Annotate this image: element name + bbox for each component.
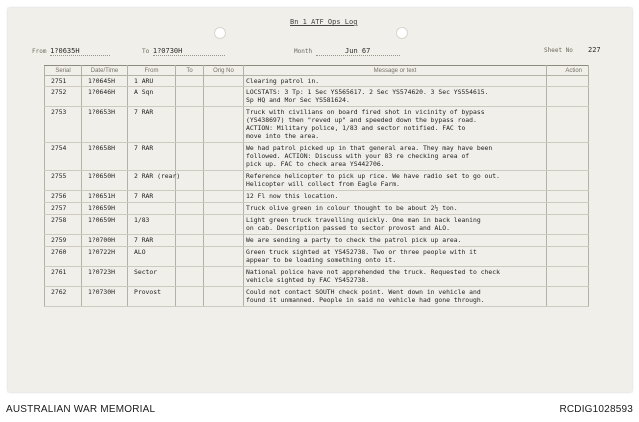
from-cell: 2 RAR (rear) bbox=[128, 171, 176, 191]
to-cell bbox=[176, 87, 204, 107]
orig-no-cell bbox=[204, 171, 244, 191]
message-cell: Clearing patrol in. bbox=[244, 76, 547, 87]
to-cell bbox=[176, 143, 204, 171]
orig-no-cell bbox=[204, 76, 244, 87]
action-cell bbox=[547, 287, 589, 307]
message-cell: 12 Fl now this location. bbox=[244, 191, 547, 203]
column-header-action: Action bbox=[547, 66, 589, 76]
orig-no-cell bbox=[204, 267, 244, 287]
datetime-cell: 1?0723H bbox=[82, 267, 128, 287]
message-cell: Green truck sighted at YS452738. Two or three people with it appear to be loading something onto it. bbox=[244, 247, 547, 267]
table-row bbox=[45, 247, 589, 267]
serial-cell: 2753 bbox=[45, 107, 82, 143]
column-header-datetime: Date/Time bbox=[82, 66, 128, 76]
action-cell bbox=[547, 215, 589, 235]
table-row bbox=[45, 107, 589, 143]
orig-no-cell bbox=[204, 107, 244, 143]
from-cell: 7 RAR bbox=[128, 143, 176, 171]
action-cell bbox=[547, 267, 589, 287]
log-table bbox=[44, 65, 589, 307]
action-cell bbox=[547, 235, 589, 247]
from-label: From bbox=[32, 48, 47, 55]
column-header-message: Message or text bbox=[244, 66, 547, 76]
message-cell: National police have not apprehended the truck. Requested to check vehicle sighted by FAC YS452738. bbox=[244, 267, 547, 287]
action-cell bbox=[547, 191, 589, 203]
log-body bbox=[45, 76, 589, 307]
to-cell bbox=[176, 267, 204, 287]
datetime-cell: 1?0645H bbox=[82, 76, 128, 87]
serial-cell: 2762 bbox=[45, 287, 82, 307]
datetime-cell: 1?0659H bbox=[82, 215, 128, 235]
table-row bbox=[45, 171, 589, 191]
action-cell bbox=[547, 203, 589, 215]
to-cell bbox=[176, 203, 204, 215]
footer-credit: AUSTRALIAN WAR MEMORIAL bbox=[6, 404, 156, 415]
datetime-cell: 1?0700H bbox=[82, 235, 128, 247]
message-cell: We are sending a party to check the patrol pick up area. bbox=[244, 235, 547, 247]
from-cell: Provost bbox=[128, 287, 176, 307]
orig-no-cell bbox=[204, 87, 244, 107]
to-cell bbox=[176, 235, 204, 247]
sheet-field bbox=[544, 47, 573, 54]
action-cell bbox=[547, 247, 589, 267]
message-cell: LOCSTATS: 3 Tp: 1 Sec YS565617. 2 Sec YS574620. 3 Sec YS554615. Sp HQ and Mor Sec YS581624. bbox=[244, 87, 547, 107]
datetime-cell: 1?0722H bbox=[82, 247, 128, 267]
column-header-orig-no: Orig No bbox=[204, 66, 244, 76]
serial-cell: 2761 bbox=[45, 267, 82, 287]
to-cell bbox=[176, 191, 204, 203]
to-field bbox=[142, 47, 225, 56]
datetime-cell: 1?0653H bbox=[82, 107, 128, 143]
footer-id: RCDIG1028593 bbox=[559, 404, 633, 415]
orig-no-cell bbox=[204, 235, 244, 247]
message-cell: Truck with civilians on board fired shot in vicinity of bypass (YS438697) then "reved up" and speeded down the bypass road. ACTION: Military police, 1/83 and sector notified. FAC to move into the area. bbox=[244, 107, 547, 143]
message-cell: Reference helicopter to pick up rice. We have radio set to go out. Helicopter will collect from Eagle Farm. bbox=[244, 171, 547, 191]
action-cell bbox=[547, 171, 589, 191]
month-label: Month bbox=[294, 48, 313, 55]
table-header-row bbox=[45, 66, 589, 76]
datetime-cell: 1?0658H bbox=[82, 143, 128, 171]
table-row bbox=[45, 87, 589, 107]
from-cell: A Sqn bbox=[128, 87, 176, 107]
to-cell bbox=[176, 247, 204, 267]
month-field bbox=[294, 47, 400, 56]
orig-no-cell bbox=[204, 191, 244, 203]
punch-hole bbox=[396, 27, 408, 39]
serial-cell: 2752 bbox=[45, 87, 82, 107]
to-cell bbox=[176, 76, 204, 87]
datetime-cell: 1?0651H bbox=[82, 191, 128, 203]
to-cell bbox=[176, 107, 204, 143]
from-value: 1?0635H bbox=[50, 47, 110, 56]
to-value: 1?0730H bbox=[153, 47, 225, 56]
column-header-from: From bbox=[128, 66, 176, 76]
from-cell bbox=[128, 203, 176, 215]
punch-hole bbox=[214, 27, 226, 39]
table-row bbox=[45, 143, 589, 171]
action-cell bbox=[547, 87, 589, 107]
from-cell: 7 RAR bbox=[128, 235, 176, 247]
from-cell: 7 RAR bbox=[128, 191, 176, 203]
from-cell: 1 ARU bbox=[128, 76, 176, 87]
table-row bbox=[45, 203, 589, 215]
table-row bbox=[45, 215, 589, 235]
message-cell: We had patrol picked up in that general area. They may have been followed. ACTION: Discuss with your 83 re checking area of pick up. FAC to check area YS442706. bbox=[244, 143, 547, 171]
datetime-cell: 1?0650H bbox=[82, 171, 128, 191]
table-row bbox=[45, 235, 589, 247]
log-sheet bbox=[8, 8, 632, 392]
orig-no-cell bbox=[204, 203, 244, 215]
from-cell: ALO bbox=[128, 247, 176, 267]
datetime-cell: 1?0659H bbox=[82, 203, 128, 215]
action-cell bbox=[547, 76, 589, 87]
serial-cell: 2757 bbox=[45, 203, 82, 215]
orig-no-cell bbox=[204, 215, 244, 235]
serial-cell: 2758 bbox=[45, 215, 82, 235]
from-field bbox=[32, 47, 110, 56]
serial-cell: 2755 bbox=[45, 171, 82, 191]
message-cell: Light green truck travelling quickly. One man in back leaning on cab. Description passed to sector provost and ALO. bbox=[244, 215, 547, 235]
orig-no-cell bbox=[204, 143, 244, 171]
action-cell bbox=[547, 143, 589, 171]
to-label: To bbox=[142, 48, 150, 55]
action-cell bbox=[547, 107, 589, 143]
message-cell: Truck olive green in colour thought to be about 2½ ton. bbox=[244, 203, 547, 215]
table-row bbox=[45, 287, 589, 307]
serial-cell: 2754 bbox=[45, 143, 82, 171]
table-row bbox=[45, 267, 589, 287]
datetime-cell: 1?0646H bbox=[82, 87, 128, 107]
serial-cell: 2751 bbox=[45, 76, 82, 87]
to-cell bbox=[176, 287, 204, 307]
message-cell: Could not contact SOUTH check point. Went down in vehicle and found it unmanned. People in said no vehicle had gone through. bbox=[244, 287, 547, 307]
orig-no-cell bbox=[204, 287, 244, 307]
sheet-label: Sheet No bbox=[544, 47, 573, 54]
serial-cell: 2756 bbox=[45, 191, 82, 203]
to-cell bbox=[176, 215, 204, 235]
table-row bbox=[45, 76, 589, 87]
month-value: Jun 67 bbox=[316, 47, 400, 56]
from-cell: 7 RAR bbox=[128, 107, 176, 143]
sheet-value: 227 bbox=[588, 46, 601, 54]
from-cell: 1/83 bbox=[128, 215, 176, 235]
serial-cell: 2760 bbox=[45, 247, 82, 267]
page-title: Bn 1 ATF Ops Log bbox=[290, 18, 358, 26]
datetime-cell: 1?0730H bbox=[82, 287, 128, 307]
table-row bbox=[45, 191, 589, 203]
orig-no-cell bbox=[204, 247, 244, 267]
from-cell: Sector bbox=[128, 267, 176, 287]
column-header-serial: Serial bbox=[45, 66, 82, 76]
serial-cell: 2759 bbox=[45, 235, 82, 247]
sheet-number bbox=[588, 46, 601, 54]
column-header-to: To bbox=[176, 66, 204, 76]
